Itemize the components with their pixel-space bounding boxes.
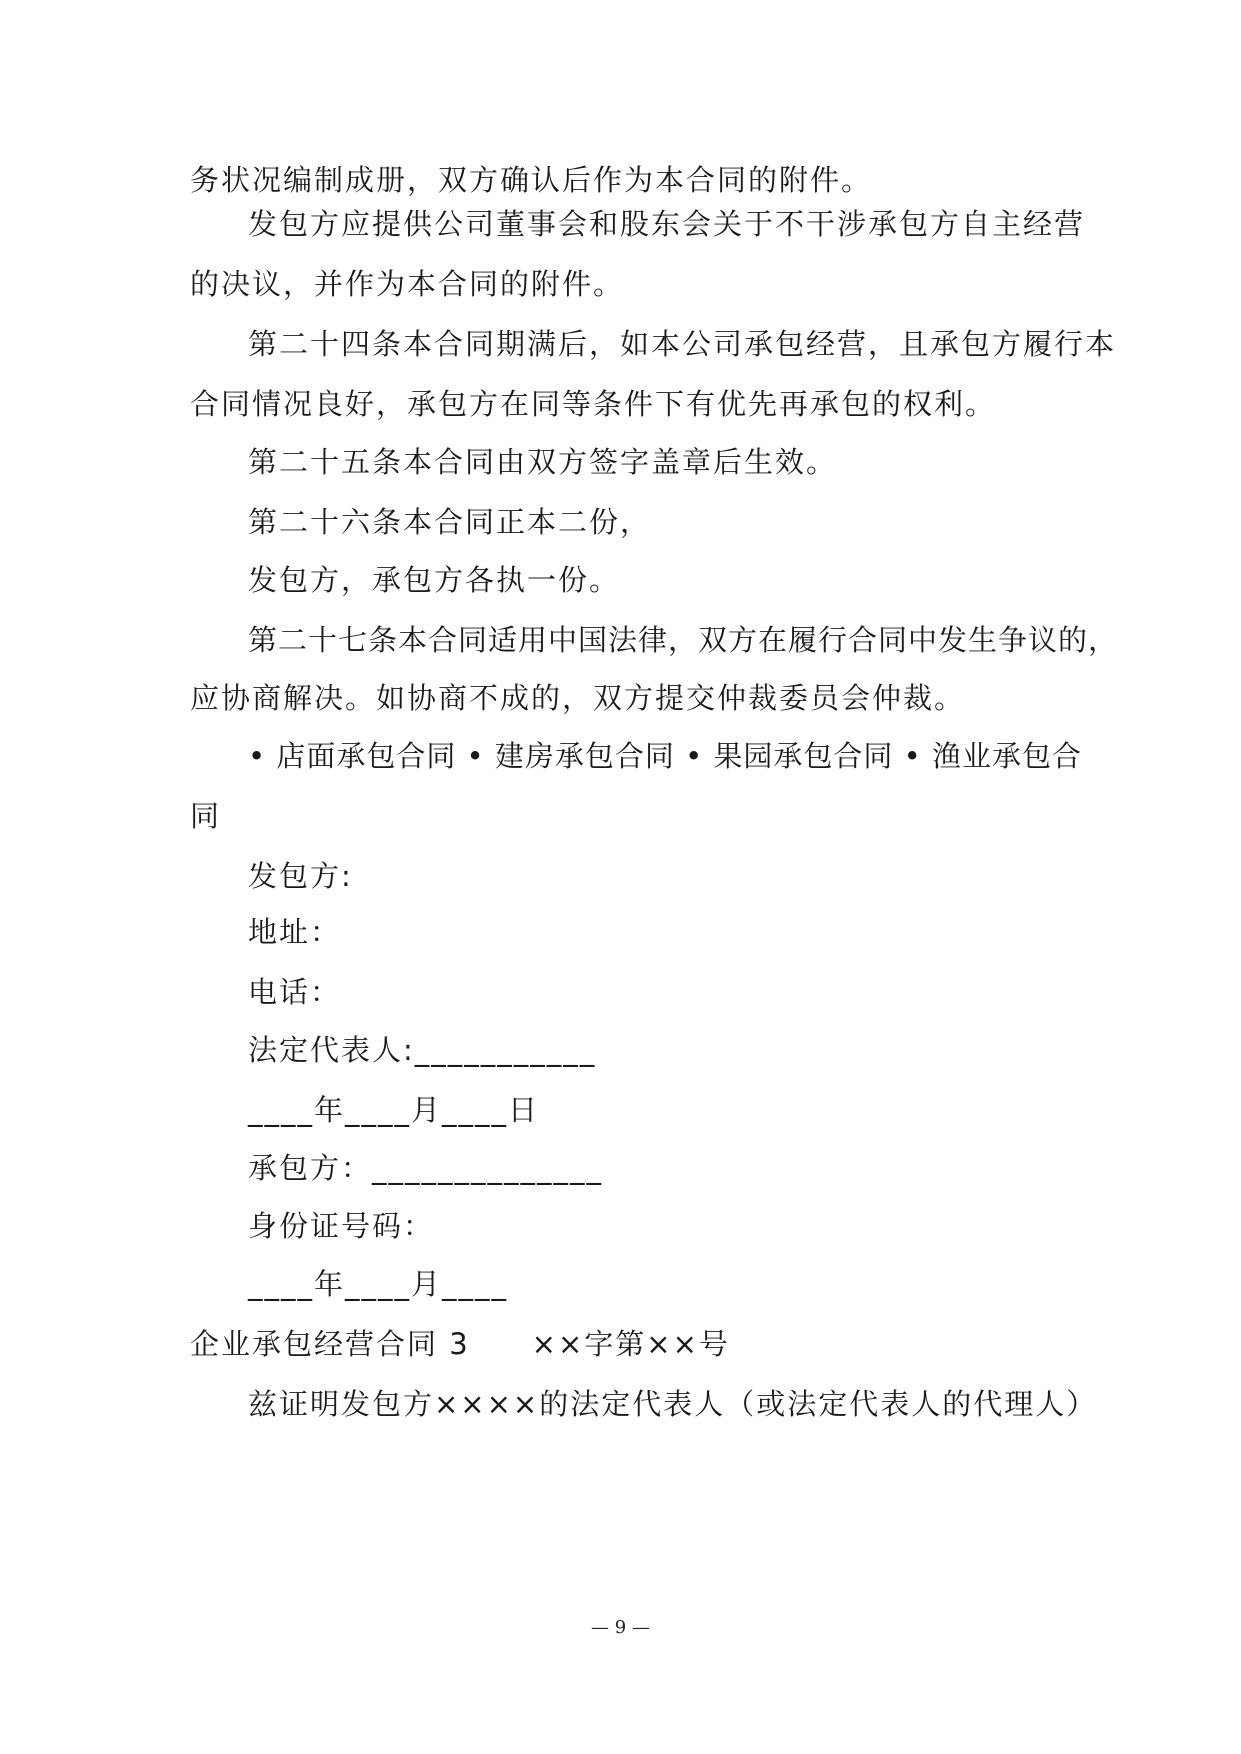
paragraph-line: 应协商解决。如协商不成的，双方提交仲裁委员会仲裁。 — [190, 681, 966, 715]
paragraph-line: 发包方应提供公司董事会和股东会关于不干涉承包方自主经营 — [248, 207, 1086, 241]
date-line: ____年____月____ — [248, 1267, 509, 1301]
date-line: ____年____月____日 — [248, 1093, 540, 1127]
address-label: 地址： — [248, 915, 342, 949]
party-b-line: 承包方：______________ — [248, 1151, 604, 1185]
contract-heading: 企业承包经营合同 3 ××字第××号 — [190, 1327, 730, 1361]
page-number: — 9 — — [591, 1617, 650, 1638]
clause-26-line: 第二十六条本合同正本二份， — [248, 505, 652, 539]
id-number-label: 身份证号码： — [248, 1209, 435, 1243]
paragraph-line: 发包方，承包方各执一份。 — [248, 563, 621, 597]
paragraph-line: 务状况编制成册，双方确认后作为本合同的附件。 — [190, 163, 873, 197]
legal-rep-line: 法定代表人:___________ — [248, 1033, 597, 1067]
related-contracts-line: • 店面承包合同 • 建房承包合同 • 果园承包合同 • 渔业承包合 — [248, 739, 1082, 773]
paragraph-line: 同 — [190, 799, 222, 833]
phone-label: 电话： — [248, 975, 342, 1009]
paragraph-line: 合同情况良好，承包方在同等条件下有优先再承包的权利。 — [190, 387, 997, 421]
clause-27-line: 第二十七条本合同适用中国法律，双方在履行合同中发生争议的， — [248, 623, 1119, 657]
paragraph-line: 兹证明发包方××××的法定代表人（或法定代表人的代理人） — [248, 1387, 1098, 1421]
party-a-label: 发包方: — [248, 859, 353, 893]
clause-24-line: 第二十四条本合同期满后，如本公司承包经营，且承包方履行本 — [248, 327, 1117, 361]
paragraph-line: 的决议，并作为本合同的附件。 — [190, 267, 625, 301]
clause-25-line: 第二十五条本合同由双方签字盖章后生效。 — [248, 445, 838, 479]
